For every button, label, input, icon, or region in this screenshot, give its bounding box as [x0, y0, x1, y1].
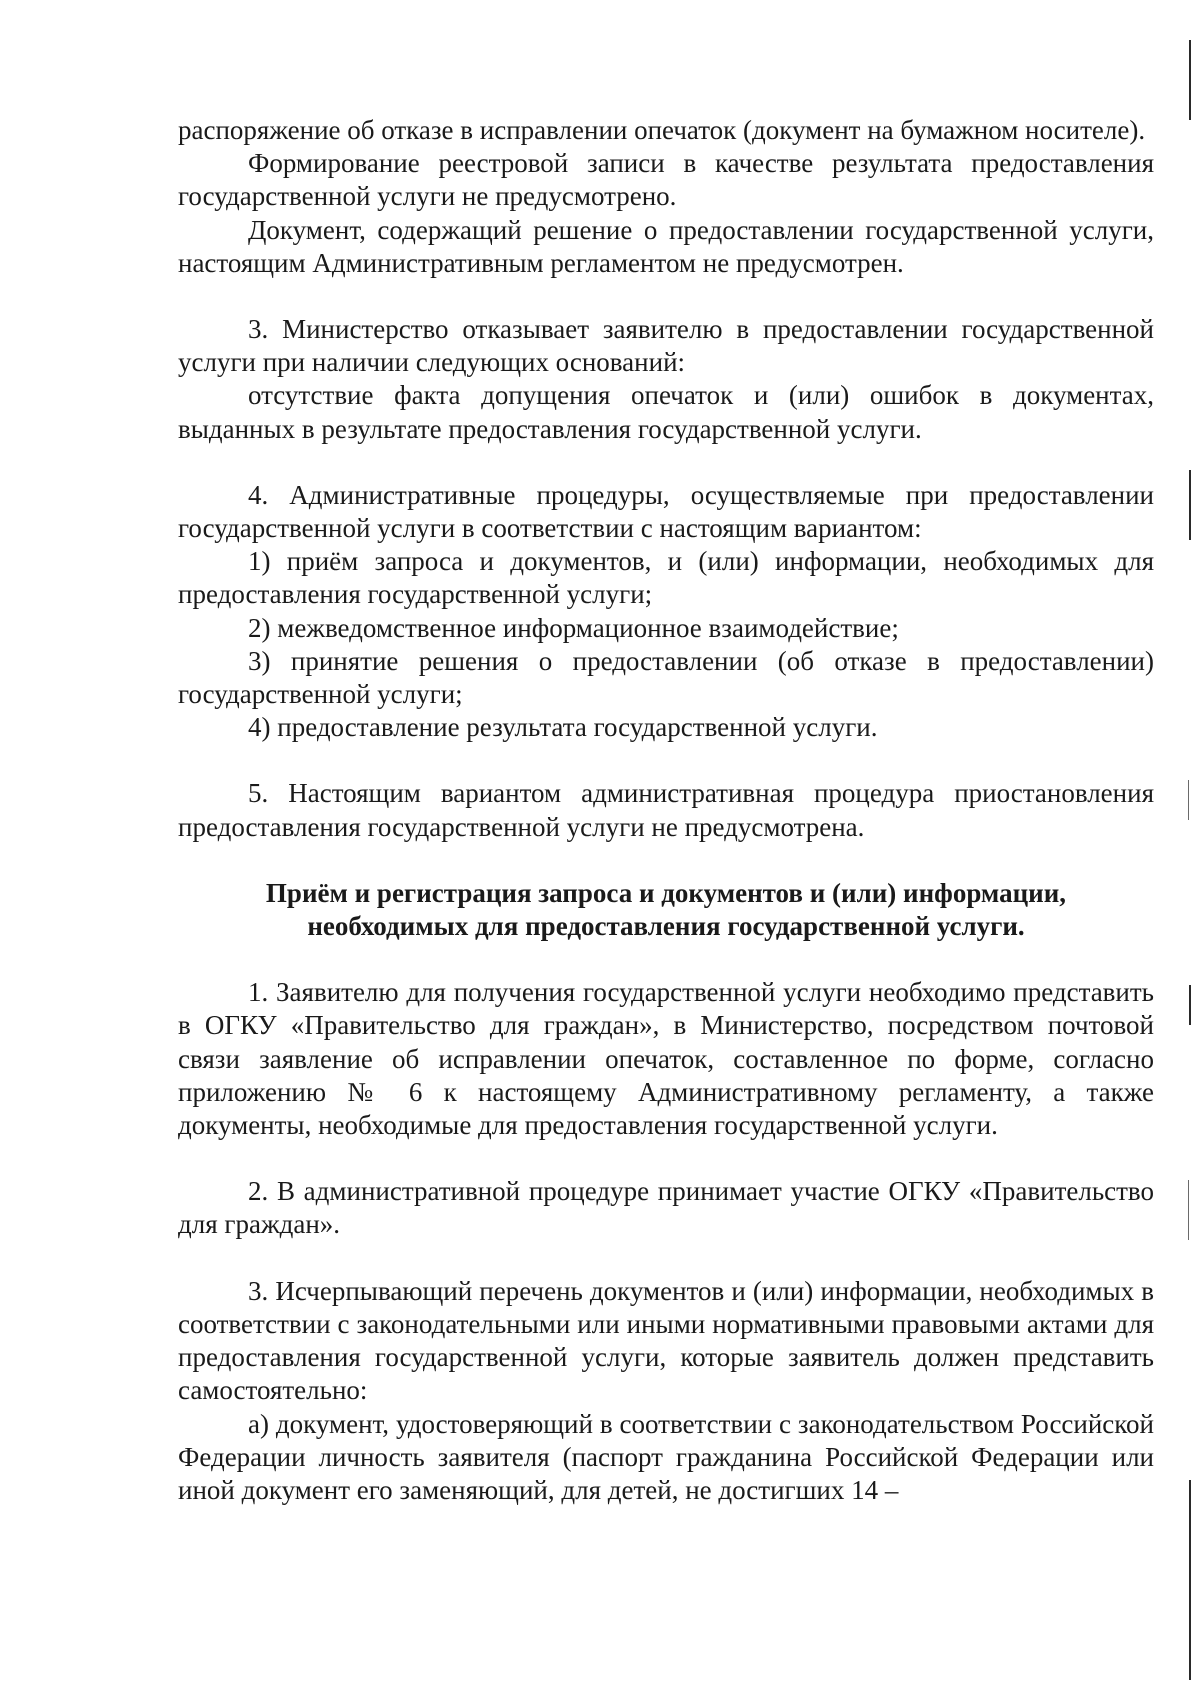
- list-item: 2) межведомственное информационное взаимодействие;: [248, 612, 899, 643]
- scan-edge-artifact: [1189, 470, 1191, 540]
- paragraph: отсутствие факта допущения опечаток и (или) ошибок в документах, выданных в результате предоставления государственной услуги.: [178, 380, 1154, 444]
- paragraph: 3. Исчерпывающий перечень документов и (или) информации, необходимых в соответствии с законодательными или иными нормативными правовыми актами для предоставления государственной услуги, которые заявитель должен представить самостоятельно:: [178, 1275, 1154, 1406]
- paragraph: 1. Заявителю для получения государственной услуги необходимо представить в ОГКУ «Правительство для граждан», в Министерство, посредством почтовой связи заявление об исправлении опечаток, составленное по форме, согласно приложению № 6 к настоящему Административному регламенту, а также документы, необходимые для предоставления государственной услуги.: [178, 977, 1154, 1141]
- list-item: 1) приём запроса и документов, и (или) информации, необходимых для предоставления государственной услуги;: [178, 546, 1154, 610]
- list-item: 4) предоставление результата государственной услуги.: [248, 712, 878, 743]
- scan-edge-artifact: [1189, 1480, 1191, 1680]
- document-body: [178, 114, 1154, 1507]
- paragraph: 3. Министерство отказывает заявителю в предоставлении государственной услуги при наличии следующих оснований:: [178, 314, 1154, 378]
- scan-edge-artifact: [1188, 780, 1189, 820]
- scan-edge-artifact: [1189, 985, 1191, 1025]
- paragraph: Формирование реестровой записи в качестве результата предоставления государственной услуги не предусмотрено.: [178, 148, 1154, 212]
- paragraph: 4. Административные процедуры, осуществляемые при предоставлении государственной услуги в соответствии с настоящим вариантом:: [178, 479, 1154, 544]
- paragraph: а) документ, удостоверяющий в соответствии с законодательством Российской Федерации личность заявителя (паспорт гражданина Российской Федерации или иной документ его заменяющий, для детей, не достигших 14 –: [178, 1408, 1154, 1505]
- paragraph: распоряжение об отказе в исправлении опечаток (документ на бумажном носителе).: [178, 115, 1146, 145]
- paragraph: 2. В административной процедуре принимает участие ОГКУ «Правительство для граждан».: [178, 1176, 1154, 1240]
- section-heading-line-2: необходимых для предоставления государственной услуги.: [307, 911, 1025, 942]
- list-item: 3) принятие решения о предоставлении (об отказе в предоставлении) государственной услуги;: [178, 645, 1154, 710]
- section-heading-line-1: Приём и регистрация запроса и документов и (или) информации,: [265, 877, 1067, 908]
- paragraph: 5. Настоящим вариантом административная процедура приостановления предоставления государственной услуги не предусмотрена.: [178, 778, 1154, 842]
- paragraph: Документ, содержащий решение о предоставлении государственной услуги, настоящим Административным регламентом не предусмотрен.: [178, 214, 1154, 278]
- scan-edge-artifact: [1189, 40, 1191, 120]
- scan-edge-artifact: [1188, 1180, 1189, 1240]
